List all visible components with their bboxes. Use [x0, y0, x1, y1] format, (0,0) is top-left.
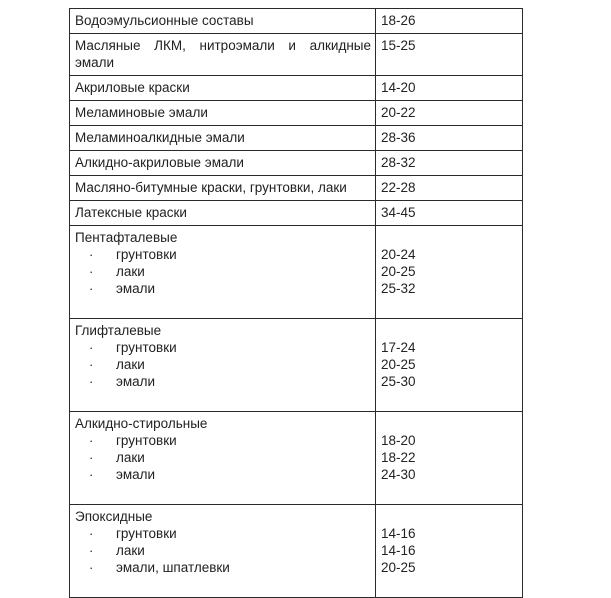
- group-item-label: грунтовки: [116, 433, 177, 448]
- group-item-value: 20-24: [381, 247, 416, 262]
- bullet-icon: ·: [89, 467, 94, 482]
- table-row-group: [70, 505, 523, 598]
- material-value: 34-45: [376, 201, 523, 226]
- group-item-label: лаки: [116, 357, 145, 372]
- group-name-cell: [70, 412, 376, 505]
- table-row: [70, 126, 523, 151]
- bullet-icon: ·: [89, 264, 94, 279]
- group-item: [75, 339, 371, 356]
- group-value-cell: [376, 412, 523, 505]
- material-name: Алкидно-акриловые эмали: [70, 151, 376, 176]
- bullet-icon: ·: [89, 281, 94, 296]
- spacer: [75, 390, 371, 407]
- group-name-cell: [70, 226, 376, 319]
- group-item: [75, 559, 371, 576]
- bullet-icon: ·: [89, 357, 94, 372]
- group-item: [75, 280, 371, 297]
- group-item: [75, 246, 371, 263]
- material-value: 15-25: [376, 34, 523, 76]
- bullet-icon: ·: [89, 450, 94, 465]
- group-item-label: эмали: [116, 467, 156, 482]
- material-value: 22-28: [376, 176, 523, 201]
- group-title: Пентафталевые: [75, 230, 178, 245]
- group-item-label: лаки: [116, 264, 145, 279]
- table-row-group: [70, 412, 523, 505]
- group-item: [75, 542, 371, 559]
- group-item: [75, 466, 371, 483]
- group-item-value: 24-30: [381, 467, 416, 482]
- table-row: [70, 9, 523, 34]
- group-item-value: 14-16: [381, 543, 416, 558]
- group-item-label: грунтовки: [116, 247, 177, 262]
- group-item-label: лаки: [116, 450, 145, 465]
- group-value-cell: [376, 226, 523, 319]
- bullet-icon: ·: [89, 543, 94, 558]
- group-item-value: 25-32: [381, 281, 416, 296]
- spacer: [75, 297, 371, 314]
- group-item: [75, 373, 371, 390]
- group-item-value: 20-25: [381, 560, 416, 575]
- paint-consumption-table: [69, 8, 523, 598]
- group-item: [75, 356, 371, 373]
- bullet-icon: ·: [89, 560, 94, 575]
- group-item-label: грунтовки: [116, 340, 177, 355]
- material-value: 14-20: [376, 76, 523, 101]
- material-value: 28-32: [376, 151, 523, 176]
- group-item: [75, 525, 371, 542]
- group-item-label: лаки: [116, 543, 145, 558]
- group-item-value: 18-20: [381, 433, 416, 448]
- group-name-cell: [70, 505, 376, 598]
- spacer: [381, 322, 518, 339]
- material-name: Масляно-битумные краски, грунтовки, лаки: [70, 176, 376, 201]
- table-row-group: [70, 319, 523, 412]
- group-item-label: грунтовки: [116, 526, 177, 541]
- table-row: [70, 34, 523, 76]
- group-item-label: эмали, шпатлевки: [116, 560, 230, 575]
- bullet-icon: ·: [89, 526, 94, 541]
- group-value-cell: [376, 319, 523, 412]
- group-item-value: 25-30: [381, 374, 416, 389]
- spacer: [75, 483, 371, 500]
- table-row: [70, 176, 523, 201]
- group-item-value: 20-25: [381, 357, 416, 372]
- material-name: Водоэмульсионные составы: [70, 9, 376, 34]
- group-item-value: 20-25: [381, 264, 416, 279]
- spacer: [381, 508, 518, 525]
- group-item-label: эмали: [116, 281, 156, 296]
- spacer: [75, 576, 371, 593]
- group-item-value: 17-24: [381, 340, 416, 355]
- material-name: Латексные краски: [70, 201, 376, 226]
- group-value-cell: [376, 505, 523, 598]
- group-title: Глифталевые: [75, 323, 162, 338]
- spacer: [381, 415, 518, 432]
- group-title: Алкидно-стирольные: [75, 416, 208, 431]
- material-value: 20-22: [376, 101, 523, 126]
- group-item-value: 14-16: [381, 526, 416, 541]
- bullet-icon: ·: [89, 340, 94, 355]
- group-title: Эпоксидные: [75, 509, 153, 524]
- material-name: Акриловые краски: [70, 76, 376, 101]
- group-name-cell: [70, 319, 376, 412]
- group-item: [75, 263, 371, 280]
- group-item-label: эмали: [116, 374, 156, 389]
- bullet-icon: ·: [89, 374, 94, 389]
- group-item: [75, 449, 371, 466]
- group-item-value: 18-22: [381, 450, 416, 465]
- material-name: Меламиноалкидные эмали: [70, 126, 376, 151]
- table-row-group: [70, 226, 523, 319]
- bullet-icon: ·: [89, 433, 94, 448]
- table-row: [70, 76, 523, 101]
- material-name: Меламиновые эмали: [70, 101, 376, 126]
- table-row: [70, 101, 523, 126]
- spacer: [381, 229, 518, 246]
- material-value: 28-36: [376, 126, 523, 151]
- material-value: 18-26: [376, 9, 523, 34]
- table-row: [70, 151, 523, 176]
- group-item: [75, 432, 371, 449]
- bullet-icon: ·: [89, 247, 94, 262]
- material-name: Масляные ЛКМ, нитроэмали и алкидные эмали: [70, 34, 376, 76]
- table-row: [70, 201, 523, 226]
